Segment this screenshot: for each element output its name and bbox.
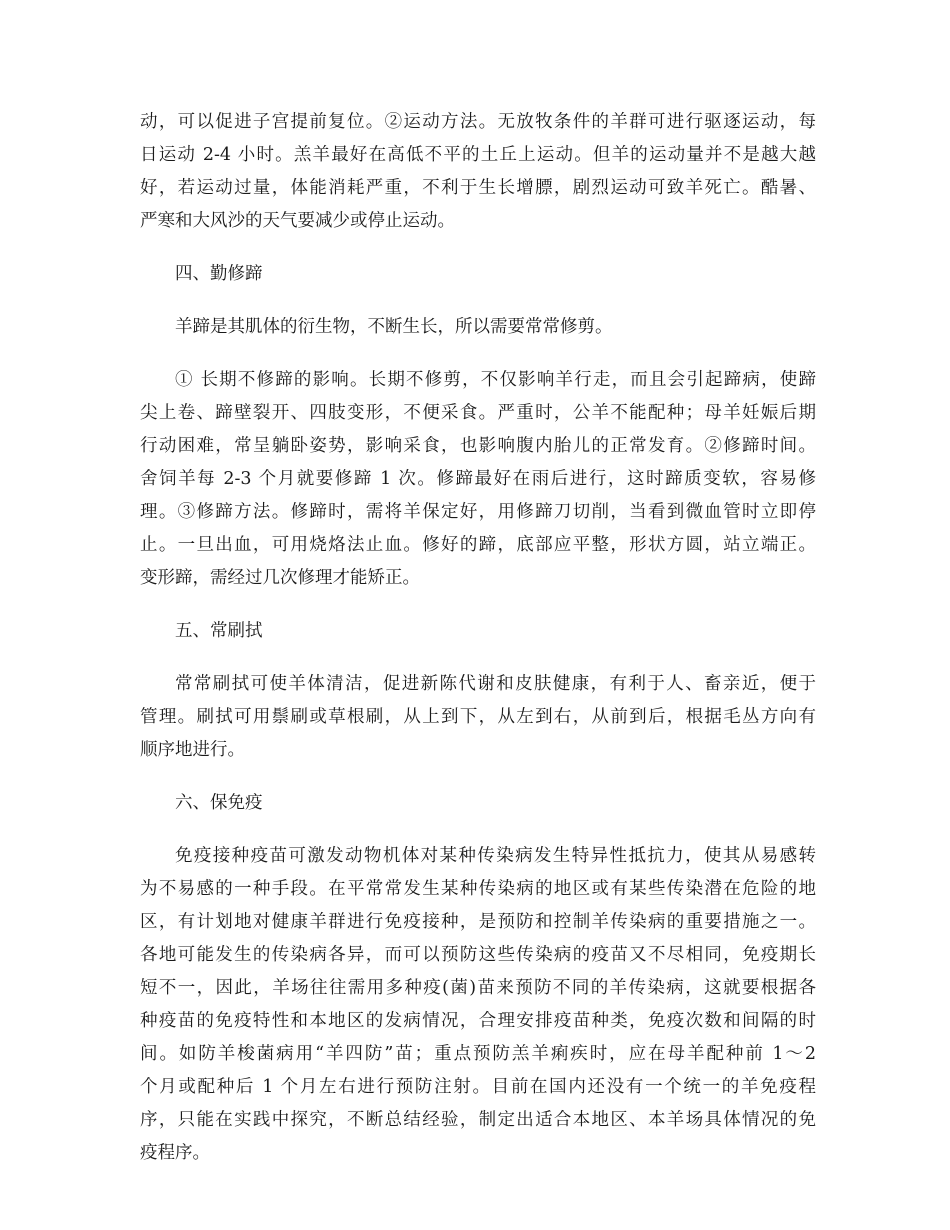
section-heading-immunization: 六、保免疫 bbox=[175, 793, 263, 813]
text-line: 个月或配种后 1 个月左右进行预防注射。目前在国内还没有一个统一的羊免疫程 bbox=[140, 1077, 816, 1097]
text-line: 严寒和大风沙的天气要减少或停止运动。 bbox=[140, 211, 455, 231]
text-line: 为不易感的一种手段。在平常常发生某种传染病的地区或有某些传染潜在危险的地 bbox=[140, 879, 816, 899]
text-line: 日运动 2-4 小时。羔羊最好在高低不平的土丘上运动。但羊的运动量并不是越大越 bbox=[140, 145, 816, 165]
paragraph-immunization bbox=[140, 840, 816, 1170]
document-page bbox=[140, 106, 816, 1170]
text-line: 免疫接种疫苗可激发动物机体对某种传染病发生特异性抵抗力，使其从易感转 bbox=[175, 846, 816, 866]
text-line: 好，若运动过量，体能消耗严重，不利于生长增膘，剧烈运动可致羊死亡。酷暑、 bbox=[140, 178, 816, 198]
paragraph-exercise-continuation bbox=[140, 106, 816, 238]
section-heading-brushing: 五、常刷拭 bbox=[175, 621, 263, 641]
text-line: 序，只能在实践中探究，不断总结经验，制定出适合本地区、本羊场具体情况的免 bbox=[140, 1110, 816, 1130]
text-line: 动，可以促进子宫提前复位。②运动方法。无放牧条件的羊群可进行驱逐运动，每 bbox=[140, 112, 816, 132]
text-line: 羊蹄是其肌体的衍生物，不断生长，所以需要常常修剪。 bbox=[175, 317, 613, 337]
text-line: 尖上卷、蹄壁裂开、四肢变形，不便采食。严重时，公羊不能配种；母羊妊娠后期 bbox=[140, 403, 816, 423]
section-heading-hoof-trimming: 四、勤修蹄 bbox=[175, 264, 263, 284]
text-line: 各地可能发生的传染病各异，而可以预防这些传染病的疫苗又不尽相同，免疫期长 bbox=[140, 945, 816, 965]
text-line: ① 长期不修蹄的影响。长期不修剪，不仅影响羊行走，而且会引起蹄病，使蹄 bbox=[175, 370, 816, 390]
text-line: 行动困难，常呈躺卧姿势，影响采食，也影响腹内胎儿的正常发育。②修蹄时间。 bbox=[140, 436, 816, 456]
text-line: 止。一旦出血，可用烧烙法止血。修好的蹄，底部应平整，形状方圆，站立端正。 bbox=[140, 535, 816, 555]
paragraph-hoof-details bbox=[140, 364, 816, 595]
text-line: 变形蹄，需经过几次修理才能矫正。 bbox=[140, 568, 420, 588]
text-line: 舍饲羊每 2-3 个月就要修蹄 1 次。修蹄最好在雨后进行，这时蹄质变软，容易修 bbox=[140, 469, 816, 489]
text-line: 常常刷拭可使羊体清洁，促进新陈代谢和皮肤健康，有利于人、畜亲近，便于 bbox=[175, 674, 816, 694]
text-line: 短不一，因此，羊场往往需用多种疫(菌)苗来预防不同的羊传染病，这就要根据各 bbox=[140, 978, 816, 998]
text-line: 理。③修蹄方法。修蹄时，需将羊保定好，用修蹄刀切削，当看到微血管时立即停 bbox=[140, 502, 816, 522]
text-line: 疫程序。 bbox=[140, 1143, 210, 1163]
text-line: 顺序地进行。 bbox=[140, 740, 245, 760]
text-line: 区，有计划地对健康羊群进行免疫接种，是预防和控制羊传染病的重要措施之一。 bbox=[140, 912, 816, 932]
paragraph-hoof-intro bbox=[140, 311, 816, 344]
text-line: 种疫苗的免疫特性和本地区的发病情况，合理安排疫苗种类，免疫次数和间隔的时 bbox=[140, 1011, 816, 1031]
text-line: 管理。刷拭可用鬃刷或草根刷，从上到下，从左到右，从前到后，根据毛丛方向有 bbox=[140, 707, 816, 727]
paragraph-brushing bbox=[140, 668, 816, 767]
text-line: 间。如防羊梭菌病用“羊四防”苗；重点预防羔羊痢疾时，应在母羊配种前 1～2 bbox=[140, 1044, 816, 1064]
